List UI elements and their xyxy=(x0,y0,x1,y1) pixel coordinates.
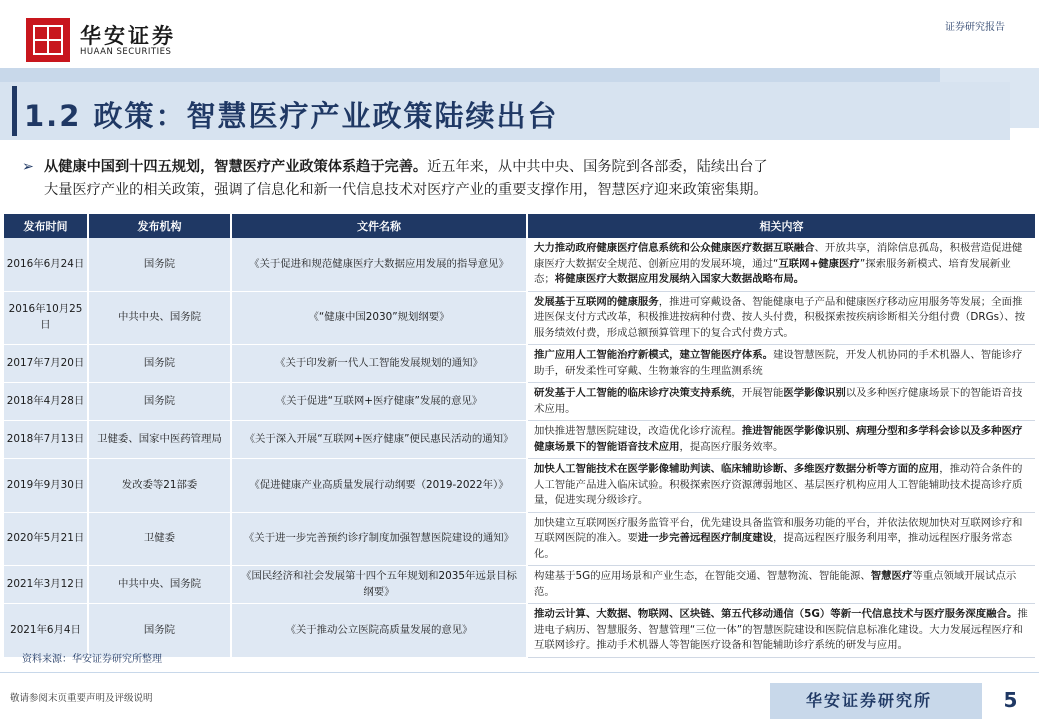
header-doc: 文件名称 xyxy=(231,214,527,238)
content-emphasis: 推动云计算、大数据、物联网、区块链、第五代移动通信（5G）等新一代信息技术与医疗服务深度融合。 xyxy=(534,608,1018,620)
row-date: 2019年9月30日 xyxy=(4,459,88,513)
content-emphasis: 互联网+健康医疗 xyxy=(778,257,860,270)
disclaimer: 敬请参阅末页重要声明及评级说明 xyxy=(10,693,153,704)
table-header-row xyxy=(4,214,1036,238)
table-row xyxy=(4,566,1036,604)
table-row xyxy=(4,421,1036,459)
content-text: ，推动符合条件的人工智能产品进入临床试验。积极探索医疗资源薄弱地区、基层医疗机构应用人工智能辅助技术提高诊疗质量，促进实现分级诊疗。 xyxy=(534,463,1023,506)
policy-table xyxy=(4,214,1037,658)
content-text: 以及多种医疗健康场景下的智能语音技术应用。 xyxy=(534,387,1023,415)
row-org: 国务院 xyxy=(88,383,231,421)
content-emphasis: 推进智能医学影像识别、病理分型和多学科会诊以及多种医疗健康场景下的智能语音技术应用 xyxy=(534,425,1023,453)
row-content xyxy=(527,291,1036,345)
content-emphasis: 大力推动政府健康医疗信息系统和公众健康医疗数据互联融合 xyxy=(534,242,815,254)
content-text: ，推进可穿戴设备、智能健康电子产品和健康医疗移动应用服务等发展；全面推进医保支付方式改革，积极推进按病种付费、按人头付费，积极探索按疾病诊断相关分组付费（DRGs）、按服务绩效付费，形成总额预算管理下的复合式付费方式。 xyxy=(534,295,1026,339)
row-date: 2017年7月20日 xyxy=(4,345,88,383)
row-doc: 《关于促进和规范健康医疗大数据应用发展的指导意见》 xyxy=(231,238,527,291)
page-title: 1.2 政策：智慧医疗产业政策陆续出台 xyxy=(24,99,559,133)
content-text: 加快推进智慧医院建设，改造优化诊疗流程。 xyxy=(534,425,742,437)
arrow-icon: ➢ xyxy=(22,159,34,175)
row-content xyxy=(527,345,1036,383)
content-text: 加快建立互联网医疗服务监管平台，优先建设具备监管和服务功能的平台，并依法依规加快对互联网诊疗和互联网医院的准入。要 xyxy=(534,516,1023,544)
row-date: 2020年5月21日 xyxy=(4,512,88,566)
content-text: 等重点领域开展试点示范。 xyxy=(534,570,1017,598)
row-content xyxy=(527,238,1036,291)
row-org: 国务院 xyxy=(88,604,231,658)
content-emphasis: 加快人工智能技术在医学影像辅助判读、临床辅助诊断、多维医疗数据分析等方面的应用 xyxy=(534,463,940,475)
header-org: 发布机构 xyxy=(88,214,231,238)
content-emphasis: 进一步完善远程医疗制度建设 xyxy=(637,532,773,544)
content-emphasis: 将健康医疗大数据应用发展纳入国家大数据战略布局。 xyxy=(554,273,805,285)
row-date: 2018年4月28日 xyxy=(4,383,88,421)
row-content xyxy=(527,421,1036,459)
row-date: 2016年6月24日 xyxy=(4,238,88,291)
summary-bullet xyxy=(22,156,1012,202)
bullet-text-2: 大量医疗产业的相关政策，强调了信息化和新一代信息技术对医疗产业的重要支撑作用，智慧医疗迎来政策密集期。 xyxy=(44,182,768,198)
brand-name-en: HUAAN SECURITIES xyxy=(80,47,172,57)
content-text: 推进电子病历、智慧服务、智慧管理“三位一体”的智慧医院建设和医院信息标准化建设。大力发展远程医疗和互联网诊疗。推动手术机器人等智能医疗设备和智能辅助诊疗系统的研发与应用。 xyxy=(534,608,1028,651)
report-type-tag: 证券研究报告 xyxy=(945,22,1005,33)
row-org: 国务院 xyxy=(88,345,231,383)
row-org: 卫健委 xyxy=(88,512,231,566)
row-content xyxy=(527,604,1036,658)
content-emphasis: 医学影像识别 xyxy=(783,387,846,399)
table-row xyxy=(4,604,1036,658)
header-band xyxy=(0,68,940,82)
brand-name-cn: 华安证券 xyxy=(80,23,176,48)
row-content xyxy=(527,512,1036,566)
title-accent xyxy=(12,86,17,136)
footer-divider xyxy=(0,672,1039,673)
row-doc: 《关于促进“互联网+医疗健康”发展的意见》 xyxy=(231,383,527,421)
header-content: 相关内容 xyxy=(527,214,1036,238)
content-text: ，开展智能 xyxy=(731,387,784,399)
table-row xyxy=(4,512,1036,566)
row-doc: 《关于印发新一代人工智能发展规划的通知》 xyxy=(231,345,527,383)
page-number: 5 xyxy=(982,683,1039,719)
table-row xyxy=(4,291,1036,345)
content-emphasis: 推广应用人工智能治疗新模式，建立智能医疗体系。 xyxy=(534,349,773,361)
table-row xyxy=(4,238,1036,291)
row-doc: 《关于进一步完善预约诊疗制度加强智慧医院建设的通知》 xyxy=(231,512,527,566)
row-doc: 《国民经济和社会发展第十四个五年规划和2035年远景目标纲要》 xyxy=(231,566,527,604)
bullet-text-1: 近五年来，从中共中央、国务院到各部委，陆续出台了 xyxy=(427,159,768,175)
footer-brand: 华安证券研究所 xyxy=(806,691,933,710)
row-org: 发改委等21部委 xyxy=(88,459,231,513)
content-text: 构建基于5G的应用场景和产业生态，在智能交通、智慧物流、智能能源、 xyxy=(534,570,871,582)
row-org: 卫健委、国家中医药管理局 xyxy=(88,421,231,459)
table-row xyxy=(4,383,1036,421)
row-org: 国务院 xyxy=(88,238,231,291)
bullet-lead: 从健康中国到十四五规划，智慧医疗产业政策体系趋于完善。 xyxy=(44,159,428,175)
row-date: 2016年10月25日 xyxy=(4,291,88,345)
row-content xyxy=(527,566,1036,604)
row-doc: 《促进健康产业高质量发展行动纲要（2019-2022年）》 xyxy=(231,459,527,513)
header-date: 发布时间 xyxy=(4,214,88,238)
row-org: 中共中央、国务院 xyxy=(88,566,231,604)
row-date: 2021年6月4日 xyxy=(4,604,88,658)
source-note: 资料来源：华安证券研究所整理 xyxy=(22,654,162,665)
company-logo xyxy=(26,18,70,62)
row-org: 中共中央、国务院 xyxy=(88,291,231,345)
content-text: ，提高远程医疗服务利用率，推动远程医疗服务常态化。 xyxy=(534,532,1012,560)
content-emphasis: 发展基于互联网的健康服务 xyxy=(534,295,659,308)
content-emphasis: 研发基于人工智能的临床诊疗决策支持系统 xyxy=(534,387,732,399)
row-date: 2021年3月12日 xyxy=(4,566,88,604)
row-doc: 《关于深入开展“互联网+医疗健康”便民惠民活动的通知》 xyxy=(231,421,527,459)
content-emphasis: 智慧医疗 xyxy=(870,570,913,582)
row-date: 2018年7月13日 xyxy=(4,421,88,459)
row-content xyxy=(527,459,1036,513)
row-doc: 《“健康中国2030”规划纲要》 xyxy=(231,291,527,345)
row-content xyxy=(527,383,1036,421)
content-text: ，提高医疗服务效率。 xyxy=(679,440,784,453)
content-text: 建设智慧医院，开发人机协同的手术机器人、智能诊疗助手，研发柔性可穿戴、生物兼容的生理监测系统 xyxy=(534,349,1023,377)
content-text: 、开放共享，消除信息孤岛，积极营造促进健康医疗大数据安全规范、创新应用的发展环境，通过“ xyxy=(534,242,1023,270)
row-doc: 《关于推动公立医院高质量发展的意见》 xyxy=(231,604,527,658)
content-text: ”探索服务新模式、培育发展新业态； xyxy=(534,257,1011,285)
table-row xyxy=(4,459,1036,513)
table-row xyxy=(4,345,1036,383)
